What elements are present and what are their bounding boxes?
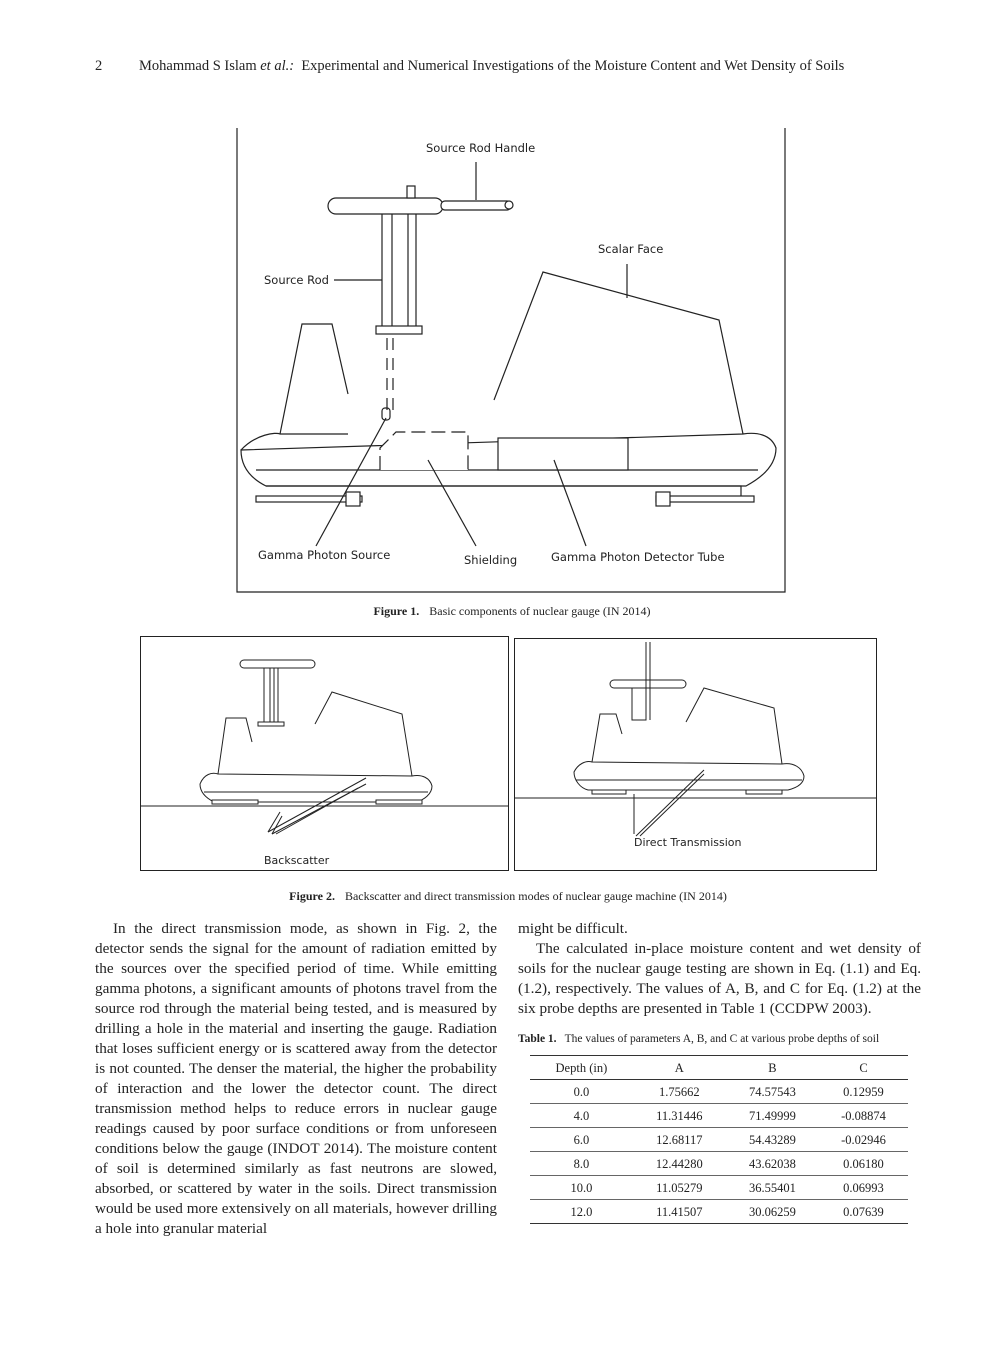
cell-c: -0.02946 — [841, 1132, 886, 1147]
label-shielding: Shielding — [464, 553, 518, 567]
col-header-a: A — [674, 1060, 684, 1075]
cell-b: 74.57543 — [748, 1084, 796, 1099]
table-1-caption-label: Table 1. — [518, 1033, 557, 1045]
col-header-depth: Depth (in) — [555, 1060, 608, 1075]
table-row — [530, 1176, 908, 1200]
cell-depth: 0.0 — [573, 1084, 590, 1099]
cell-b: 71.49999 — [748, 1108, 796, 1123]
running-header — [95, 58, 895, 75]
table-row — [530, 1128, 908, 1152]
header-authors: Mohammad S Islam — [139, 58, 257, 74]
cell-a: 12.68117 — [656, 1132, 703, 1147]
label-source-rod-handle: Source Rod Handle — [426, 141, 536, 155]
cell-b: 36.55401 — [748, 1180, 796, 1195]
figure-2-caption — [140, 889, 876, 904]
table-row — [530, 1200, 908, 1224]
table-row — [530, 1080, 908, 1104]
figure-2-backscatter-panel — [140, 636, 510, 872]
cell-depth: 4.0 — [573, 1108, 590, 1123]
cell-a: 11.05279 — [656, 1180, 703, 1195]
cell-a: 11.31446 — [656, 1108, 703, 1123]
body-paragraph-right: The calculated in-place moisture content and wet density of soils for the nuclear gauge testing are shown in Eq. (1.1) and Eq. (1.2), respectively. The values of A, B, and C for Eq. (1.2) at the six probe depths are presented in Table 1 (CCDPW 2003). — [518, 940, 921, 1017]
label-backscatter: Backscatter — [264, 854, 330, 867]
table-row — [530, 1152, 908, 1176]
col-header-c: C — [859, 1060, 868, 1075]
cell-a: 11.41507 — [656, 1204, 703, 1219]
table-header-row — [530, 1056, 908, 1080]
cell-depth: 10.0 — [570, 1180, 593, 1195]
table-1 — [530, 1055, 908, 1224]
cell-depth: 8.0 — [573, 1156, 590, 1171]
right-column — [518, 919, 921, 1224]
cell-a: 12.44280 — [655, 1156, 703, 1171]
figure-2-direct-transmission-panel — [514, 638, 878, 872]
label-direct-transmission: Direct Transmission — [634, 836, 742, 849]
figure-1-caption — [236, 604, 788, 619]
cell-c: 0.12959 — [843, 1084, 884, 1099]
figure-1-caption-text: Basic components of nuclear gauge (IN 2014) — [429, 604, 651, 618]
header-et-al: et al.: — [260, 58, 295, 74]
body-paragraph-continuation: might be difficult. — [518, 920, 628, 937]
label-scalar-face: Scalar Face — [598, 242, 664, 256]
cell-a: 1.75662 — [659, 1084, 700, 1099]
figure-2-caption-label: Figure 2. — [289, 889, 335, 903]
cell-depth: 12.0 — [570, 1204, 593, 1219]
cell-depth: 6.0 — [573, 1132, 590, 1147]
left-column — [95, 919, 497, 1239]
cell-b: 30.06259 — [748, 1204, 796, 1219]
col-header-b: B — [768, 1060, 777, 1075]
table-row — [530, 1104, 908, 1128]
cell-b: 43.62038 — [748, 1156, 796, 1171]
figure-2-caption-text: Backscatter and direct transmission modes of nuclear gauge machine (IN 2014) — [344, 889, 727, 903]
header-title: Experimental and Numerical Investigations of the Moisture Content and Wet Density of Soils — [301, 58, 845, 74]
figure-1-caption-label: Figure 1. — [373, 604, 420, 618]
cell-c: -0.08874 — [841, 1108, 886, 1123]
cell-c: 0.06180 — [843, 1156, 884, 1171]
label-detector-tube: Gamma Photon Detector Tube — [551, 550, 725, 564]
figure-1-diagram — [236, 128, 788, 594]
cell-b: 54.43289 — [748, 1132, 796, 1147]
body-paragraph-left: In the direct transmission mode, as shown in Fig. 2, the detector sends the signal for the amount of radiation emitted by the sources over the specified period of time. While emitting gamma photons, a significant amounts of photons travel from the source rod through the material being tested, and is measured by drilling a hole in the material and inserting the gauge. Radiation that loses sufficient energy or is scattered away from the detector is not counted. The denser the material, the higher the probability of interaction and the lower the detector count. The direct transmission method helps to reduce errors in nuclear gauge readings caused by poor surface conditions or from unforeseen conditions below the gauge (INDOT 2014). The moisture content of soil is determined similarly as fast neutrons are slowed, absorbed, or scattered by water in the soils. Direct transmission would be used more extensively on all materials, however drilling a hole into granular material — [95, 920, 497, 1237]
cell-c: 0.06993 — [843, 1180, 884, 1195]
table-1-caption-text: The values of parameters A, B, and C at various probe depths of soil — [564, 1033, 880, 1045]
table-1-caption — [518, 1033, 921, 1045]
label-gamma-photon-source: Gamma Photon Source — [258, 548, 391, 562]
page-number: 2 — [95, 58, 103, 74]
cell-c: 0.07639 — [843, 1204, 884, 1219]
label-source-rod: Source Rod — [264, 273, 329, 287]
